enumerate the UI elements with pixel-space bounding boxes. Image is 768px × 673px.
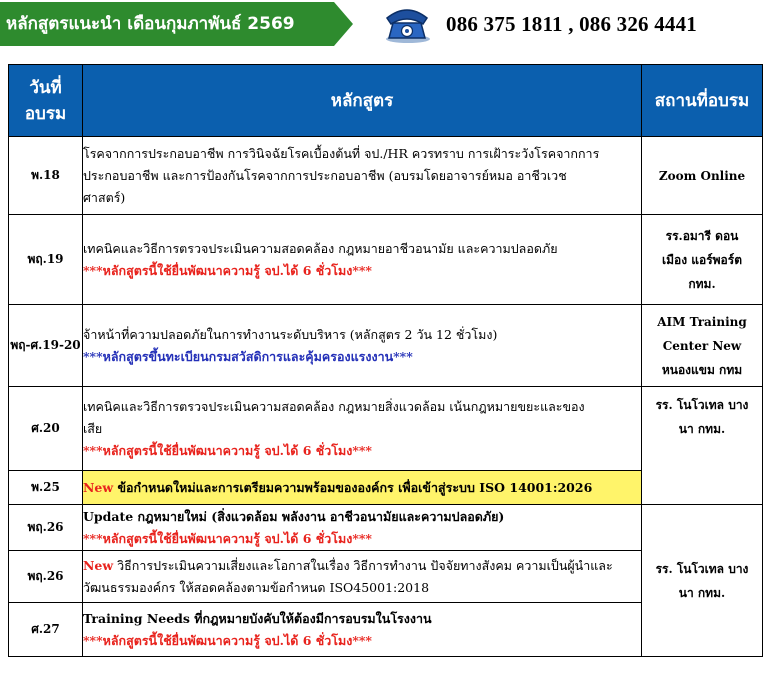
dev-hours-note: ***หลักสูตรนี้ใช้ยื่นพัฒนาความรู้ จป.ได้ 6 ชั่วโมง***: [83, 530, 372, 546]
row-date: พฤ.26: [9, 551, 83, 603]
header-venue: สถานที่อบรม: [642, 65, 763, 137]
telephone-icon: [381, 4, 433, 44]
registration-note: ***หลักสูตรขึ้นทะเบียนกรมสวัสดิการและคุ้มครองแรงงาน***: [83, 348, 413, 364]
row-venue: รร.อมารี ดอน เมือง แอร์พอร์ต กทม.: [642, 215, 763, 305]
row-course: เทคนิคและวิธีการตรวจประเมินความสอดคล้อง กฎหมายสิ่งแวดล้อม เน้นกฎหมายขยะและของ เสีย ***หลักสูตรนี้ใช้ยื่นพัฒนาความรู้ จป.ได้ 6 ชั่วโมง***: [83, 387, 642, 471]
row-course: โรคจากการประกอบอาชีพ การวินิจฉัยโรคเบื้องต้นที่ จป./HR ควรทราบ การเฝ้าระวังโรคจากการ ประกอบอาชีพ และการป้องกันโรคจากการประกอบอาชีพ (อบรมโดยอาจารย์หมอ อาชีวเวช ศาสตร์): [83, 137, 642, 215]
header-date: วันที่ อบรม: [9, 65, 83, 137]
row-course: Update กฎหมายใหม่ (สิ่งแวดล้อม พลังงาน อาชีวอนามัยและความปลอดภัย) ***หลักสูตรนี้ใช้ยื่นพัฒนาความรู้ จป.ได้ 6 ชั่วโมง***: [83, 505, 642, 551]
dev-hours-note: ***หลักสูตรนี้ใช้ยื่นพัฒนาความรู้ จป.ได้ 6 ชั่วโมง***: [83, 632, 372, 648]
page-title: หลักสูตรแนะนำ เดือนกุมภาพันธ์ 2569: [6, 14, 295, 34]
row-course: New วิธีการประเมินความเสี่ยงและโอกาสในเรื่อง วิธีการทำงาน ปัจจัยทางสังคม ความเป็นผู้นำและ วัฒนธรรมองค์กร ให้สอดคล้องตามข้อกำหนด ISO45001:2018: [83, 551, 642, 603]
row-date: พฤ.19: [9, 215, 83, 305]
row-date: พฤ-ศ.19-20: [9, 305, 83, 387]
table-row: [9, 505, 763, 551]
phone-numbers: 086 375 1811 , 086 326 4441: [446, 12, 697, 36]
row-venue: รร. โนโวเทล บาง นา กทม.: [642, 387, 763, 505]
row-course: เทคนิคและวิธีการตรวจประเมินความสอดคล้อง กฎหมายอาชีวอนามัย และความปลอดภัย ***หลักสูตรนี้ใช้ยื่นพัฒนาความรู้ จป.ได้ 6 ชั่วโมง***: [83, 215, 642, 305]
row-date: ศ.27: [9, 603, 83, 657]
row-venue: Zoom Online: [642, 137, 763, 215]
table-row: [9, 305, 763, 387]
row-course: จ้าหน้าที่ความปลอดภัยในการทำงานระดับบริหาร (หลักสูตร 2 วัน 12 ชั่วโมง) ***หลักสูตรขึ้นทะเบียนกรมสวัสดิการและคุ้มครองแรงงาน***: [83, 305, 642, 387]
table-row: [9, 215, 763, 305]
dev-hours-note: ***หลักสูตรนี้ใช้ยื่นพัฒนาความรู้ จป.ได้ 6 ชั่วโมง***: [83, 262, 372, 278]
row-date: พฤ.26: [9, 505, 83, 551]
row-venue: รร. โนโวเทล บาง นา กทม.: [642, 505, 763, 657]
row-course: New ข้อกำหนดใหม่และการเตรียมความพร้อมขององค์กร เพื่อเข้าสู่ระบบ ISO 14001:2026: [83, 471, 642, 505]
table-header-row: [9, 65, 763, 137]
header-course: หลักสูตร: [83, 65, 642, 137]
title-banner: [0, 2, 353, 46]
table-row: [9, 387, 763, 471]
table-row: [9, 137, 763, 215]
new-badge: New: [83, 557, 114, 573]
row-course: Training Needs ที่กฎหมายบังคับให้ต้องมีการอบรมในโรงงาน ***หลักสูตรนี้ใช้ยื่นพัฒนาความรู้ จป.ได้ 6 ชั่วโมง***: [83, 603, 642, 657]
row-date: พ.18: [9, 137, 83, 215]
new-badge: New: [83, 479, 114, 495]
course-table: [8, 64, 763, 657]
dev-hours-note: ***หลักสูตรนี้ใช้ยื่นพัฒนาความรู้ จป.ได้ 6 ชั่วโมง***: [83, 442, 372, 458]
row-date: พ.25: [9, 471, 83, 505]
row-venue: AIM Training Center New หนองแขม กทม: [642, 305, 763, 387]
row-date: ศ.20: [9, 387, 83, 471]
